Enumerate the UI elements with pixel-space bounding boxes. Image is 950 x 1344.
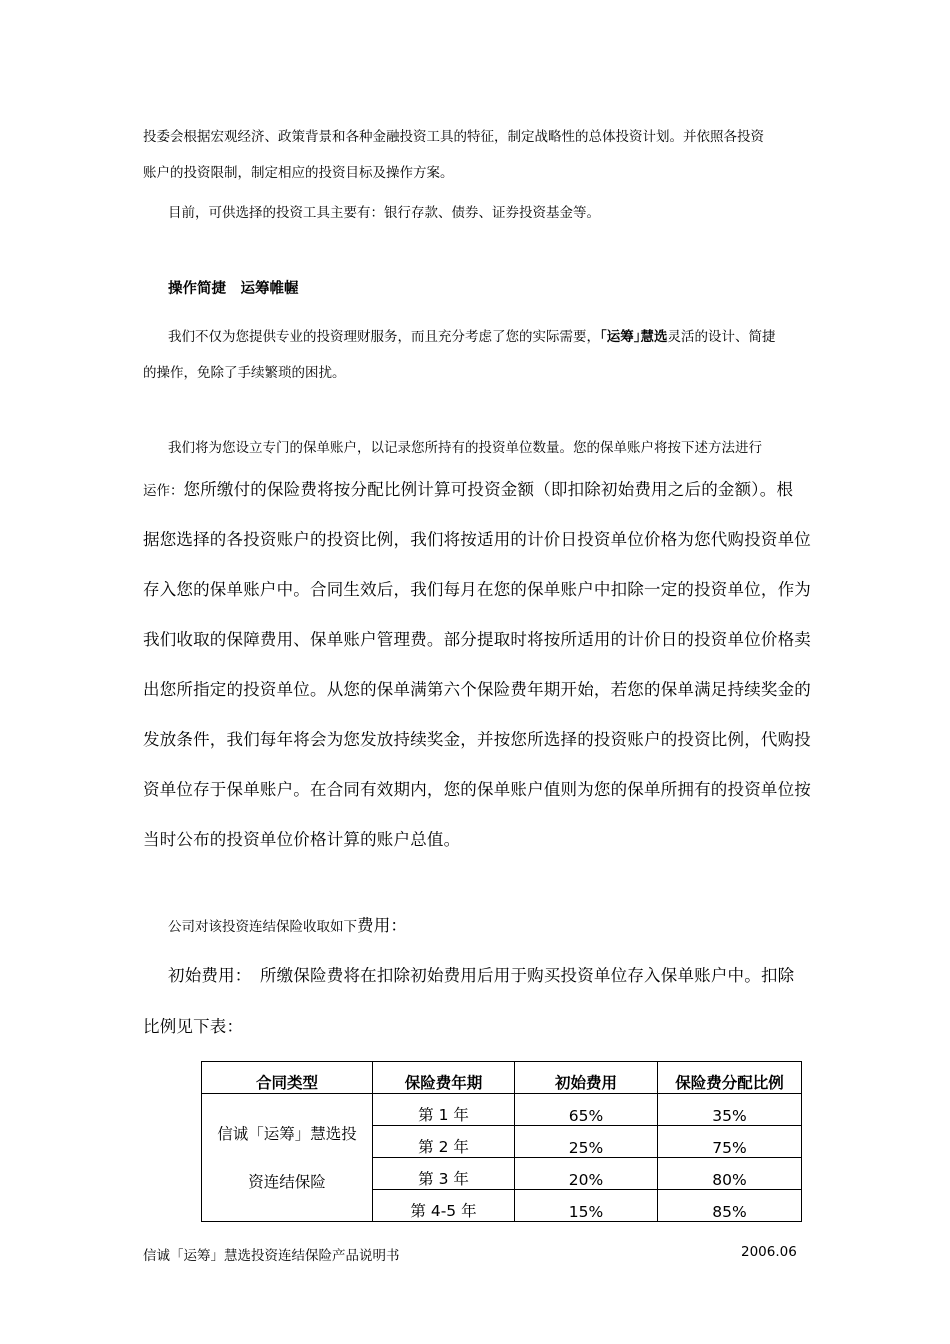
table-header-cell: 合同类型 <box>202 1062 373 1094</box>
table-cell: 15% <box>515 1190 658 1222</box>
paragraph-line: 目前，可供选择的投资工具主要有：银行存款、债券、证券投资基金等。 <box>168 205 600 221</box>
paragraph-text: 我们不仅为您提供专业的投资理财服务，而且充分考虑了您的实际需要， <box>168 329 600 345</box>
paragraph-line <box>168 325 776 345</box>
paragraph-text: 公司对该投资连结保险收取如下 <box>168 919 357 935</box>
table-cell: 第 4-5 年 <box>373 1190 515 1222</box>
paragraph-line: 初始费用： 所缴保险费将在扣除初始费用后用于购买投资单位存入保单账户中。扣除 <box>168 966 795 985</box>
table-row <box>202 1094 802 1126</box>
table-cell: 第 2 年 <box>373 1126 515 1158</box>
table-cell: 65% <box>515 1094 658 1126</box>
table-cell: 75% <box>658 1126 802 1158</box>
table-cell: 80% <box>658 1158 802 1190</box>
paragraph-line: 当时公布的投资单位价格计算的账户总值。 <box>143 830 461 849</box>
paragraph-line: 投委会根据宏观经济、政策背景和各种金融投资工具的特征，制定战略性的总体投资计划。并依照各投资 <box>143 129 764 145</box>
table-header-cell: 初始费用 <box>515 1062 658 1094</box>
table-cell: 第 3 年 <box>373 1158 515 1190</box>
paragraph-text: 灵活的设计、简捷 <box>667 329 776 345</box>
fee-table <box>201 1061 802 1222</box>
table-header-row <box>202 1062 802 1094</box>
paragraph-line: 资单位存于保单账户。在合同有效期内，您的保单账户值则为您的保单所拥有的投资单位按 <box>143 780 811 799</box>
paragraph-line: 我们将为您设立专门的保单账户，以记录您所持有的投资单位数量。您的保单账户将按下述方法进行 <box>168 440 762 456</box>
contract-type-line: 信诚「运筹」慧选投 <box>217 1124 357 1143</box>
table-header-cell: 保险费分配比例 <box>658 1062 802 1094</box>
paragraph-line: 存入您的保单账户中。合同生效后，我们每月在您的保单账户中扣除一定的投资单位，作为 <box>143 580 811 599</box>
paragraph-line <box>168 912 407 936</box>
table-cell: 25% <box>515 1126 658 1158</box>
paragraph-line <box>143 476 793 500</box>
footer-date: 2006.06 <box>741 1244 797 1260</box>
table-cell: 第 1 年 <box>373 1094 515 1126</box>
paragraph-line: 账户的投资限制，制定相应的投资目标及操作方案。 <box>143 165 454 181</box>
paragraph-line: 出您所指定的投资单位。从您的保单满第六个保险费年期开始，若您的保单满足持续奖金的 <box>143 680 811 699</box>
product-name-emphasis: ｢运筹｣慧选 <box>600 329 668 345</box>
table-cell: 85% <box>658 1190 802 1222</box>
paragraph-line: 比例见下表： <box>143 1017 244 1036</box>
paragraph-line: 据您选择的各投资账户的投资比例，我们将按适用的计价日投资单位价格为您代购投资单位 <box>143 530 811 549</box>
paragraph-text: 运作： <box>143 483 184 499</box>
footer-doc-title: 信诚「运筹」慧选投资连结保险产品说明书 <box>143 1248 400 1264</box>
paragraph-line: 的操作，免除了手续繁琐的困扰。 <box>143 365 346 381</box>
contract-type-line: 资连结保险 <box>248 1172 326 1191</box>
paragraph-text: 费用： <box>357 916 408 935</box>
paragraph-line: 发放条件，我们每年将会为您发放持续奖金，并按您所选择的投资账户的投资比例，代购投 <box>143 730 811 749</box>
table-cell: 35% <box>658 1094 802 1126</box>
table-cell: 20% <box>515 1158 658 1190</box>
section-heading: 操作简捷 运筹帷幄 <box>168 281 299 297</box>
contract-type-cell <box>202 1094 373 1222</box>
paragraph-line: 我们收取的保障费用、保单账户管理费。部分提取时将按所适用的计价日的投资单位价格卖 <box>143 630 811 649</box>
paragraph-text: 您所缴付的保险费将按分配比例计算可投资金额（即扣除初始费用之后的金额）。根 <box>183 480 794 499</box>
table-header-cell: 保险费年期 <box>373 1062 515 1094</box>
